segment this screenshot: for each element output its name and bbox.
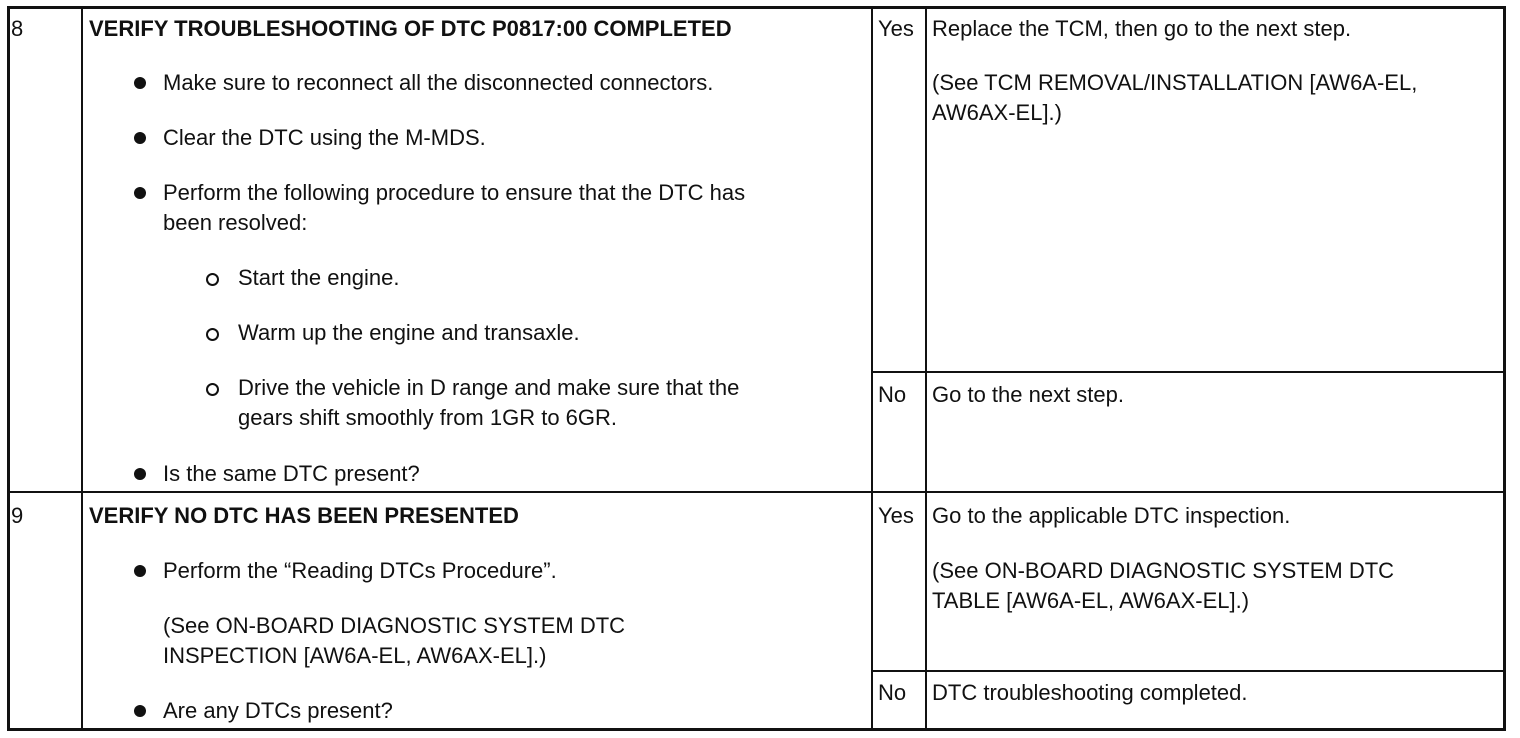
divider-step-column (81, 6, 83, 731)
bullet-icon (134, 132, 146, 144)
list-item: Are any DTCs present? (163, 698, 393, 723)
result-yes-text: (See ON-BOARD DIAGNOSTIC SYSTEM DTC (932, 558, 1395, 583)
list-item: Perform the following procedure to ensure that the DTC has (163, 180, 746, 205)
bullet-icon (134, 565, 146, 577)
divider-step8-yes-no (871, 371, 1506, 373)
result-no-label: No (878, 680, 907, 705)
result-yes-text: Go to the applicable DTC inspection. (932, 503, 1291, 528)
sub-bullet-icon (206, 273, 219, 286)
result-yes-text: (See TCM REMOVAL/INSTALLATION [AW6A-EL, (932, 70, 1418, 95)
sub-bullet-icon (206, 383, 219, 396)
divider-result-column (925, 6, 927, 731)
list-item: Perform the “Reading DTCs Procedure”. (163, 558, 557, 583)
step-title: VERIFY TROUBLESHOOTING OF DTC P0817:00 COMPLETED (89, 16, 732, 41)
result-no-label: No (878, 382, 907, 407)
result-yes-label: Yes (878, 16, 914, 41)
result-yes-text: Replace the TCM, then go to the next step. (932, 16, 1352, 41)
result-no-text: DTC troubleshooting completed. (932, 680, 1248, 705)
step-number: 8 (11, 16, 24, 41)
step-number: 9 (11, 503, 24, 528)
bullet-icon (134, 705, 146, 717)
list-item: been resolved: (163, 210, 308, 235)
list-item: (See ON-BOARD DIAGNOSTIC SYSTEM DTC (163, 613, 626, 638)
sub-bullet-icon (206, 328, 219, 341)
divider-action-column (871, 6, 873, 731)
list-item: Start the engine. (238, 265, 400, 290)
result-no-text: Go to the next step. (932, 382, 1125, 407)
bullet-icon (134, 187, 146, 199)
list-item: Clear the DTC using the M-MDS. (163, 125, 486, 150)
list-item: Drive the vehicle in D range and make sure that the (238, 375, 740, 400)
result-yes-text: AW6AX-EL].) (932, 100, 1062, 125)
bullet-icon (134, 77, 146, 89)
result-yes-label: Yes (878, 503, 914, 528)
list-item: gears shift smoothly from 1GR to 6GR. (238, 405, 618, 430)
step-title: VERIFY NO DTC HAS BEEN PRESENTED (89, 503, 519, 528)
result-yes-text: TABLE [AW6A-EL, AW6AX-EL].) (932, 588, 1250, 613)
list-item: Is the same DTC present? (163, 461, 420, 486)
list-item: Make sure to reconnect all the disconnected connectors. (163, 70, 714, 95)
bullet-icon (134, 468, 146, 480)
list-item: Warm up the engine and transaxle. (238, 320, 580, 345)
divider-step9-yes-no (871, 670, 1506, 672)
list-item: INSPECTION [AW6A-EL, AW6AX-EL].) (163, 643, 547, 668)
divider-step-row (7, 491, 1506, 493)
